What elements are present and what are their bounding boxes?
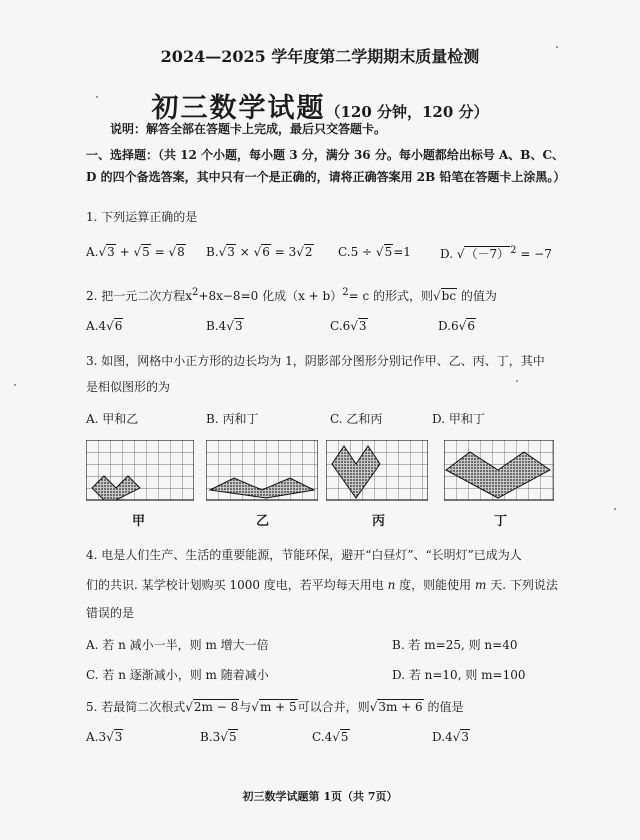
- q4-option-b: B. 若 m=25, 则 n=40: [392, 638, 518, 652]
- q3-option-d: D. 甲和丁: [432, 412, 485, 426]
- scan-speck: [556, 46, 558, 48]
- q1-stem: 1. 下列运算正确的是: [86, 210, 198, 224]
- q5-option-c: C.4√5: [312, 730, 349, 744]
- q4-stem-line-1: 4. 电是人们生产、生活的重要能源，节能环保，避开“白昼灯”、“长明灯”已成为人: [86, 548, 522, 562]
- q5-stem: 5. 若最简二次根式√2m − 8与√m + 5可以合并，则√3m + 6 的值是: [86, 700, 464, 714]
- q5-option-a: A.3√3: [86, 730, 123, 744]
- page-footer: 初三数学试题第 1页（共 7页）: [242, 790, 398, 803]
- q5-option-b: B.3√5: [200, 730, 237, 744]
- q1-option-a: A.√3 + √5 = √8: [86, 245, 185, 259]
- q1-option-c: C.5 ÷ √5=1: [338, 245, 411, 259]
- figure-bing: [326, 440, 428, 502]
- q2-option-c: C.6√3: [330, 319, 367, 333]
- q3-option-a: A. 甲和乙: [86, 412, 139, 426]
- q1-option-b: B.√3 × √6 = 3√2: [206, 245, 313, 259]
- q2-option-a: A.4√6: [86, 319, 123, 333]
- section-1-line-1: 一、选择题：（共 12 个小题，每小题 3 分，满分 36 分。每小题都给出标号 A、B、C、: [86, 148, 564, 162]
- q2-option-b: B.4√3: [206, 319, 243, 333]
- figure-label-jia: 甲: [132, 514, 146, 529]
- q2-stem: 2. 把一元二次方程$x^2+8x-8=0$ 化成$(x + b)^2= c$ 的形式，则√bc 的值为: [86, 287, 497, 303]
- q3-stem-line-2: 是相似图形的为: [86, 380, 171, 394]
- q4-option-a: A. 若 n 减小一半，则 m 增大一倍: [86, 638, 269, 652]
- figure-yi-svg: [206, 440, 318, 502]
- q3-option-b: B. 丙和丁: [206, 412, 259, 426]
- exam-duration: （120 分钟，120 分）: [325, 103, 489, 121]
- figure-label-bing: 丙: [372, 514, 386, 529]
- q3-option-c: C. 乙和丙: [330, 412, 383, 426]
- q1-option-d: D. $√(-7)^2 = -7$: [440, 245, 552, 261]
- figure-label-yi: 乙: [256, 514, 270, 529]
- figure-label-ding: 丁: [494, 514, 508, 529]
- scan-speck: [614, 508, 616, 510]
- q4-stem-line-3: 错误的是: [86, 606, 135, 620]
- scan-speck: [516, 380, 518, 382]
- scan-speck: [14, 384, 16, 386]
- q3-stem-line-1: 3. 如图，网格中小正方形的边长均为 1，阴影部分图形分别记作甲、乙、丙、丁，其中: [86, 354, 545, 368]
- exam-header-line: 2024—2025 学年度第二学期期末质量检测: [160, 47, 480, 66]
- scan-speck: [96, 96, 98, 98]
- figure-yi: [206, 440, 318, 502]
- figure-bing-svg: [326, 440, 428, 502]
- figure-jia-svg: [86, 440, 194, 502]
- q4-stem-line-2: 们的共识. 某学校计划购买 1000 度电，若平均每天用电 n 度，则能使用 m 天. 下列说法: [86, 578, 558, 592]
- q4-option-c: C. 若 n 逐渐减小，则 m 随着减小: [86, 668, 269, 682]
- figure-ding: [444, 440, 554, 502]
- q5-option-d: D.4√3: [432, 730, 469, 744]
- figure-ding-svg: [444, 440, 554, 502]
- instruction-note: 说明：解答全部在答题卡上完成，最后只交答题卡。: [110, 122, 387, 136]
- section-1-line-2: D 的四个备选答案，其中只有一个是正确的，请将正确答案用 2B 铅笔在答题卡上涂黑。）: [86, 170, 566, 184]
- q4-option-d: D. 若 n=10, 则 m=100: [392, 668, 526, 682]
- q2-option-d: D.6√6: [438, 319, 475, 333]
- exam-title: 初三数学试题: [151, 93, 326, 124]
- figure-jia: [86, 440, 194, 502]
